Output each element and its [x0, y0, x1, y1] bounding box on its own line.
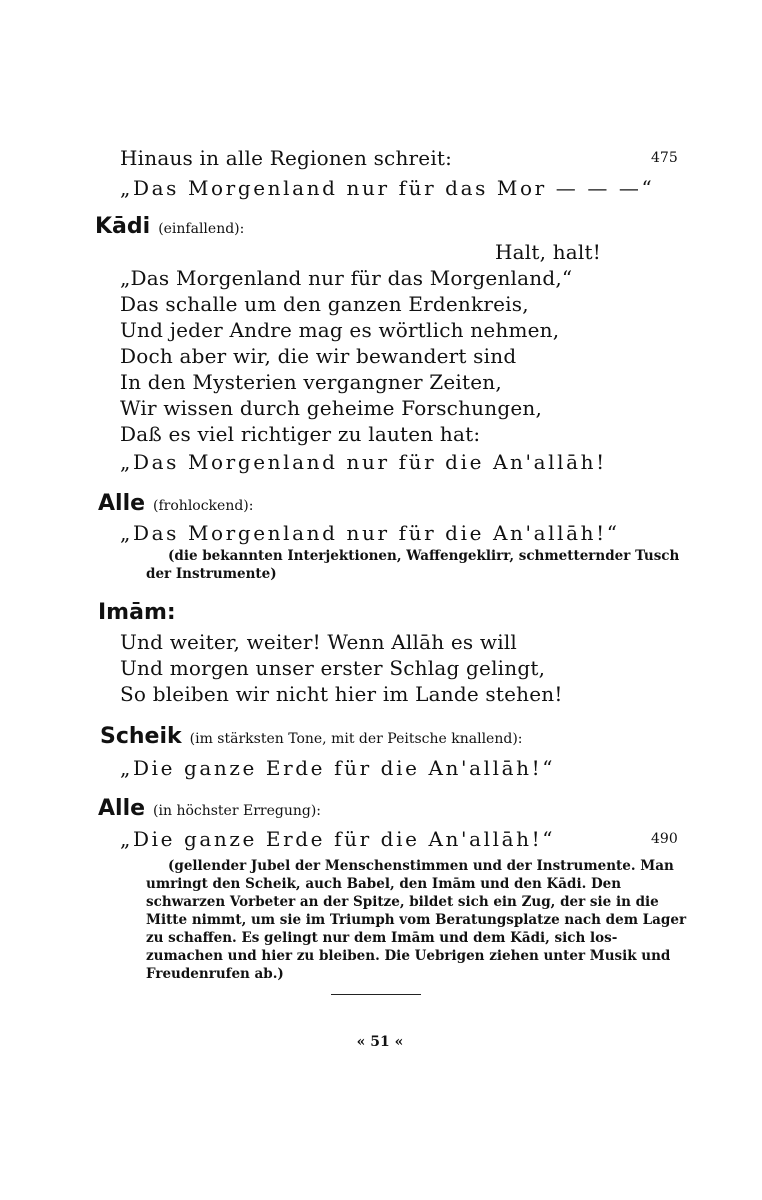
- verse-line: Und weiter, weiter! Wenn Allāh es will: [120, 630, 518, 654]
- speaker-heading: [98, 796, 321, 821]
- stage-direction: zumachen und hier zu bleiben. Die Uebrigen ziehen unter Musik und: [146, 948, 671, 964]
- verse-line: Halt, halt!: [495, 240, 601, 264]
- divider: [331, 994, 421, 995]
- speaker-heading: [98, 491, 254, 516]
- stage-direction: Freudenrufen ab.): [146, 966, 284, 982]
- verse-line: „Das Morgenland nur für die An'allāh!: [120, 450, 607, 474]
- speaker-heading: Imām:: [98, 600, 176, 625]
- speaker-name: Kādi: [95, 214, 151, 239]
- page-number: « 51 «: [356, 1034, 404, 1050]
- verse-line: Und jeder Andre mag es wörtlich nehmen,: [120, 318, 560, 342]
- stage-direction: umringt den Scheik, auch Babel, den Imām und den Kādi. Den: [146, 876, 622, 892]
- stage-direction: schwarzen Vorbeter an der Spitze, bildet sich ein Zug, der sie in die: [146, 894, 659, 910]
- stage-direction: zu schaffen. Es gelingt nur dem Imām und dem Kādi, sich los-: [146, 930, 618, 946]
- speaker-heading: [95, 214, 244, 239]
- verse-line: „Das Morgenland nur für das Mor — — —“: [120, 176, 655, 200]
- verse-line: Daß es viel richtiger zu lauten hat:: [120, 422, 481, 446]
- verse-line: „Die ganze Erde für die An'allāh!“: [120, 827, 556, 851]
- verse-line: Doch aber wir, die wir bewandert sind: [120, 344, 517, 368]
- line-number-490: 490: [651, 831, 678, 847]
- verse-line: Wir wissen durch geheime Forschungen,: [120, 396, 542, 420]
- speaker-heading: [100, 724, 523, 749]
- stage-direction: (in höchster Erregung):: [153, 803, 322, 819]
- verse-line: „Die ganze Erde für die An'allāh!“: [120, 756, 556, 780]
- verse-line: „Das Morgenland nur für das Morgenland,“: [120, 266, 573, 290]
- speaker-name: Alle: [98, 491, 146, 516]
- verse-line: Hinaus in alle Regionen schreit:: [120, 146, 453, 170]
- stage-direction: der Instrumente): [146, 566, 277, 582]
- stage-direction: (die bekannten Interjektionen, Waffengeklirr, schmetternder Tusch: [168, 548, 680, 564]
- stage-direction: (gellender Jubel der Menschenstimmen und der Instrumente. Man: [168, 858, 674, 874]
- line-number-475: 475: [651, 150, 678, 166]
- speaker-name: Alle: [98, 796, 146, 821]
- stage-direction: (frohlockend):: [153, 498, 254, 514]
- stage-direction: (einfallend):: [158, 221, 245, 237]
- verse-line: Und morgen unser erster Schlag gelingt,: [120, 656, 546, 680]
- speaker-name: Scheik: [100, 724, 182, 749]
- verse-line: In den Mysterien vergangner Zeiten,: [120, 370, 502, 394]
- stage-direction: Mitte nimmt, um sie im Triumph vom Beratungsplatze nach dem Lager: [146, 912, 687, 928]
- verse-line: „Das Morgenland nur für die An'allāh!“: [120, 521, 620, 545]
- verse-line: So bleiben wir nicht hier im Lande stehen!: [120, 682, 563, 706]
- verse-line: Das schalle um den ganzen Erdenkreis,: [120, 292, 529, 316]
- stage-direction: (im stärksten Tone, mit der Peitsche knallend):: [189, 731, 523, 747]
